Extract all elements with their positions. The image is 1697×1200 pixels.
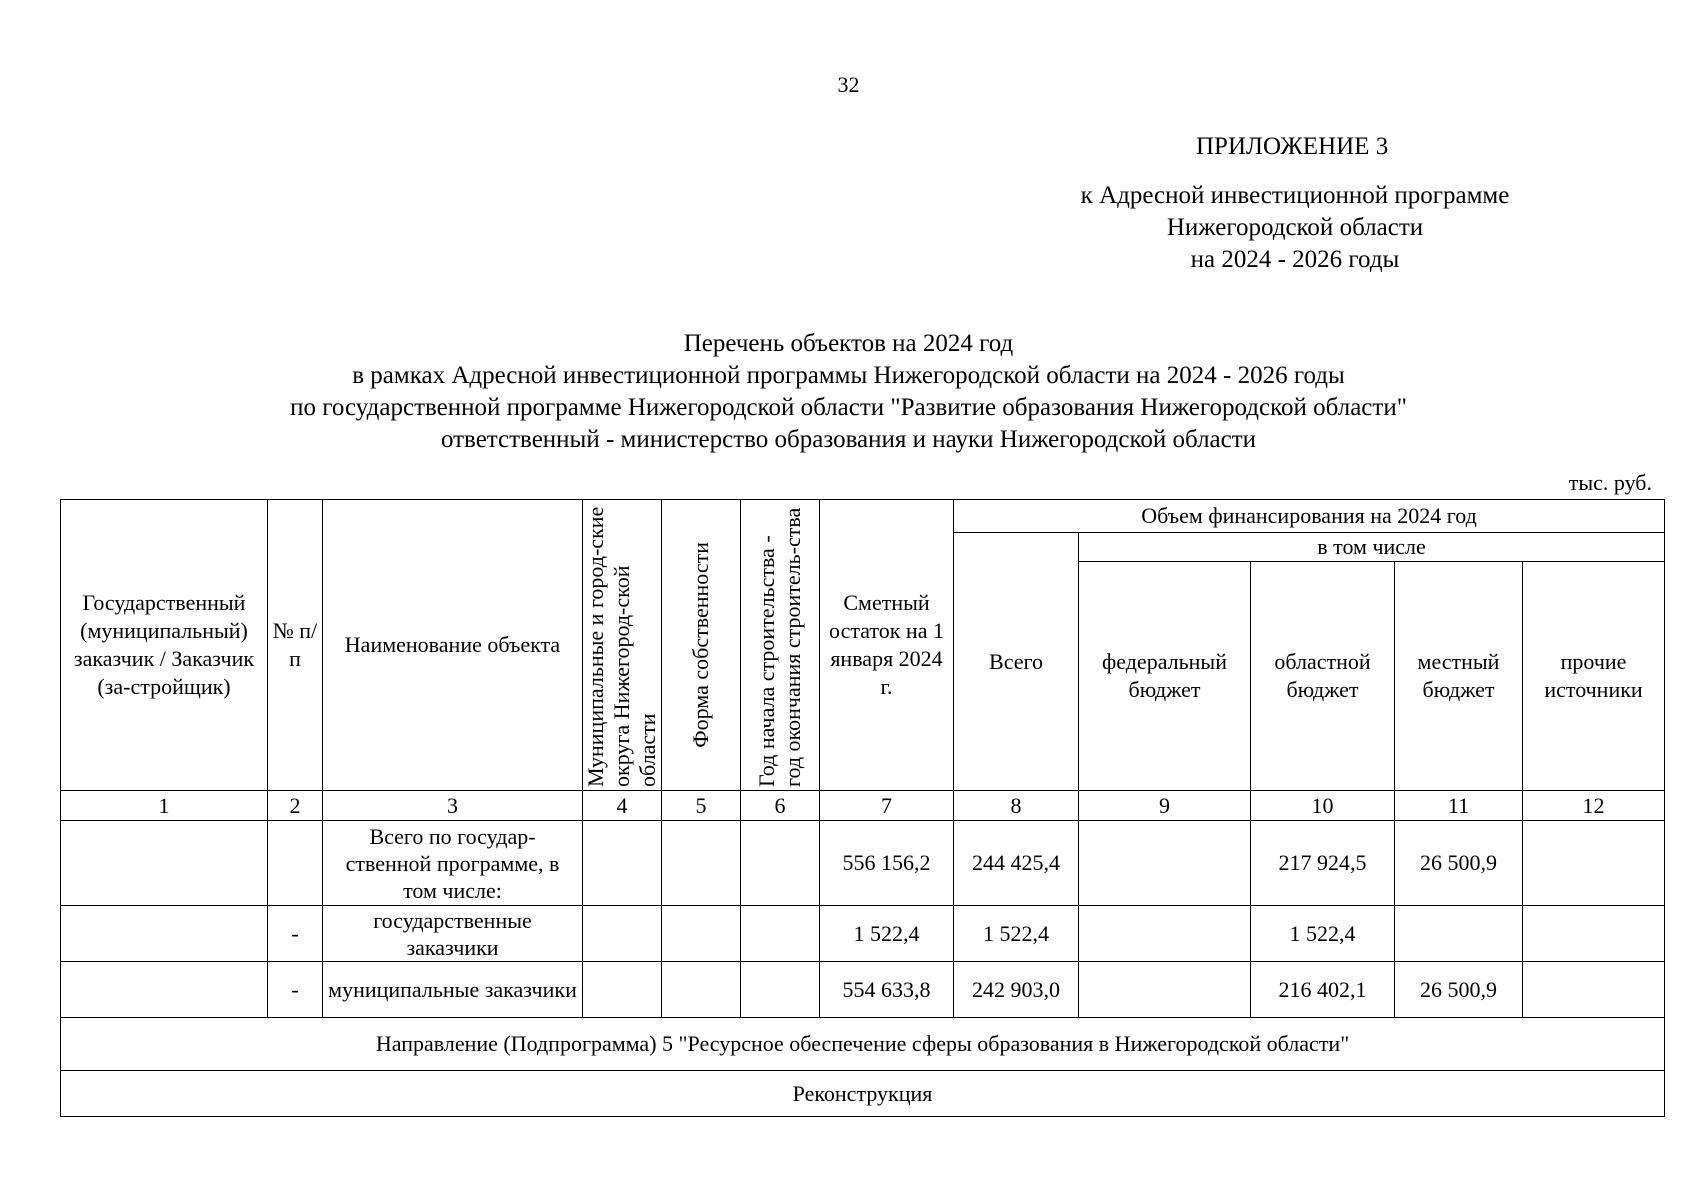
section-title: Направление (Подпрограмма) 5 "Ресурсное обеспечение сферы образования в Нижегородской области" xyxy=(61,1018,1665,1071)
header-local: местный бюджет xyxy=(1395,562,1523,791)
header-years: Год начала строительства - год окончания строитель-ства xyxy=(741,500,820,791)
cell-regional: 1 522,4 xyxy=(1251,906,1395,962)
cell-customer xyxy=(61,906,268,962)
cell-estimate: 556 156,2 xyxy=(820,821,954,906)
cell-number xyxy=(268,821,323,906)
subsection-title: Реконструкция xyxy=(61,1071,1665,1117)
column-numbers-row xyxy=(61,791,1665,821)
cell-customer xyxy=(61,821,268,906)
cell-federal xyxy=(1079,906,1251,962)
column-number: 6 xyxy=(741,791,820,821)
cell-district xyxy=(583,821,662,906)
subsection-row xyxy=(61,1071,1665,1117)
page-number: 32 xyxy=(837,72,860,97)
section-row xyxy=(61,1018,1665,1071)
header-customer: Государственный (муниципальный) заказчик / Заказчик (за-стройщик) xyxy=(61,500,268,791)
appendix-line: Нижегородской области xyxy=(1166,214,1424,241)
cell-ownership xyxy=(662,962,741,1018)
table-row xyxy=(61,906,1665,962)
column-number: 3 xyxy=(323,791,583,821)
cell-other xyxy=(1523,906,1665,962)
cell-local xyxy=(1395,906,1523,962)
cell-number: - xyxy=(268,962,323,1018)
column-number: 12 xyxy=(1523,791,1665,821)
objects-table xyxy=(60,499,1665,1117)
column-number: 2 xyxy=(268,791,323,821)
cell-local: 26 500,9 xyxy=(1395,821,1523,906)
table-row xyxy=(61,962,1665,1018)
cell-total: 1 522,4 xyxy=(954,906,1079,962)
header-ownership: Форма собственности xyxy=(662,500,741,791)
column-number: 7 xyxy=(820,791,954,821)
header-districts: Муниципальные и город-ские округа Нижегород-ской области xyxy=(583,500,662,791)
cell-estimate: 1 522,4 xyxy=(820,906,954,962)
cell-object-name: муниципальные заказчики xyxy=(323,962,583,1018)
cell-total: 244 425,4 xyxy=(954,821,1079,906)
column-number: 5 xyxy=(662,791,741,821)
header-including: в том числе xyxy=(1079,533,1665,562)
cell-federal xyxy=(1079,962,1251,1018)
header-federal: федеральный бюджет xyxy=(1079,562,1251,791)
header-total: Всего xyxy=(954,533,1079,791)
cell-other xyxy=(1523,962,1665,1018)
header-object-name: Наименование объекта xyxy=(323,500,583,791)
heading-line: ответственный - министерство образования и науки Нижегородской области xyxy=(440,426,1257,453)
heading-line: Перечень объектов на 2024 год xyxy=(683,330,1014,357)
header-other: прочие источники xyxy=(1523,562,1665,791)
cell-district xyxy=(583,906,662,962)
cell-object-name: Всего по государ-ственной программе, в том числе: xyxy=(323,821,583,906)
document-heading xyxy=(0,328,1697,456)
header-financing: Объем финансирования на 2024 год xyxy=(954,500,1665,533)
appendix-title: ПРИЛОЖЕНИЕ 3 xyxy=(1196,133,1389,160)
column-number: 9 xyxy=(1079,791,1251,821)
cell-ownership xyxy=(662,821,741,906)
cell-federal xyxy=(1079,821,1251,906)
cell-number: - xyxy=(268,906,323,962)
cell-total: 242 903,0 xyxy=(954,962,1079,1018)
column-number: 11 xyxy=(1395,791,1523,821)
cell-regional: 217 924,5 xyxy=(1251,821,1395,906)
cell-district xyxy=(583,962,662,1018)
column-number: 1 xyxy=(61,791,268,821)
appendix-line: к Адресной инвестиционной программе xyxy=(1080,182,1510,209)
appendix-line: на 2024 - 2026 годы xyxy=(1190,246,1400,273)
appendix-subtitle xyxy=(1000,180,1590,276)
header-regional: областной бюджет xyxy=(1251,562,1395,791)
header-number: № п/п xyxy=(268,500,323,791)
cell-customer xyxy=(61,962,268,1018)
cell-years xyxy=(741,906,820,962)
cell-estimate: 554 633,8 xyxy=(820,962,954,1018)
column-number: 4 xyxy=(583,791,662,821)
header-estimate-balance: Сметный остаток на 1 января 2024 г. xyxy=(820,500,954,791)
heading-line: по государственной программе Нижегородской области "Развитие образования Нижегородской области" xyxy=(290,394,1407,421)
cell-object-name: государственные заказчики xyxy=(323,906,583,962)
cell-years xyxy=(741,821,820,906)
units-label: тыс. руб. xyxy=(1568,470,1652,495)
cell-regional: 216 402,1 xyxy=(1251,962,1395,1018)
heading-line: в рамках Адресной инвестиционной программы Нижегородской области на 2024 - 2026 годы xyxy=(352,362,1345,389)
cell-local: 26 500,9 xyxy=(1395,962,1523,1018)
cell-years xyxy=(741,962,820,1018)
cell-other xyxy=(1523,821,1665,906)
column-number: 10 xyxy=(1251,791,1395,821)
table-row xyxy=(61,821,1665,906)
cell-ownership xyxy=(662,906,741,962)
column-number: 8 xyxy=(954,791,1079,821)
